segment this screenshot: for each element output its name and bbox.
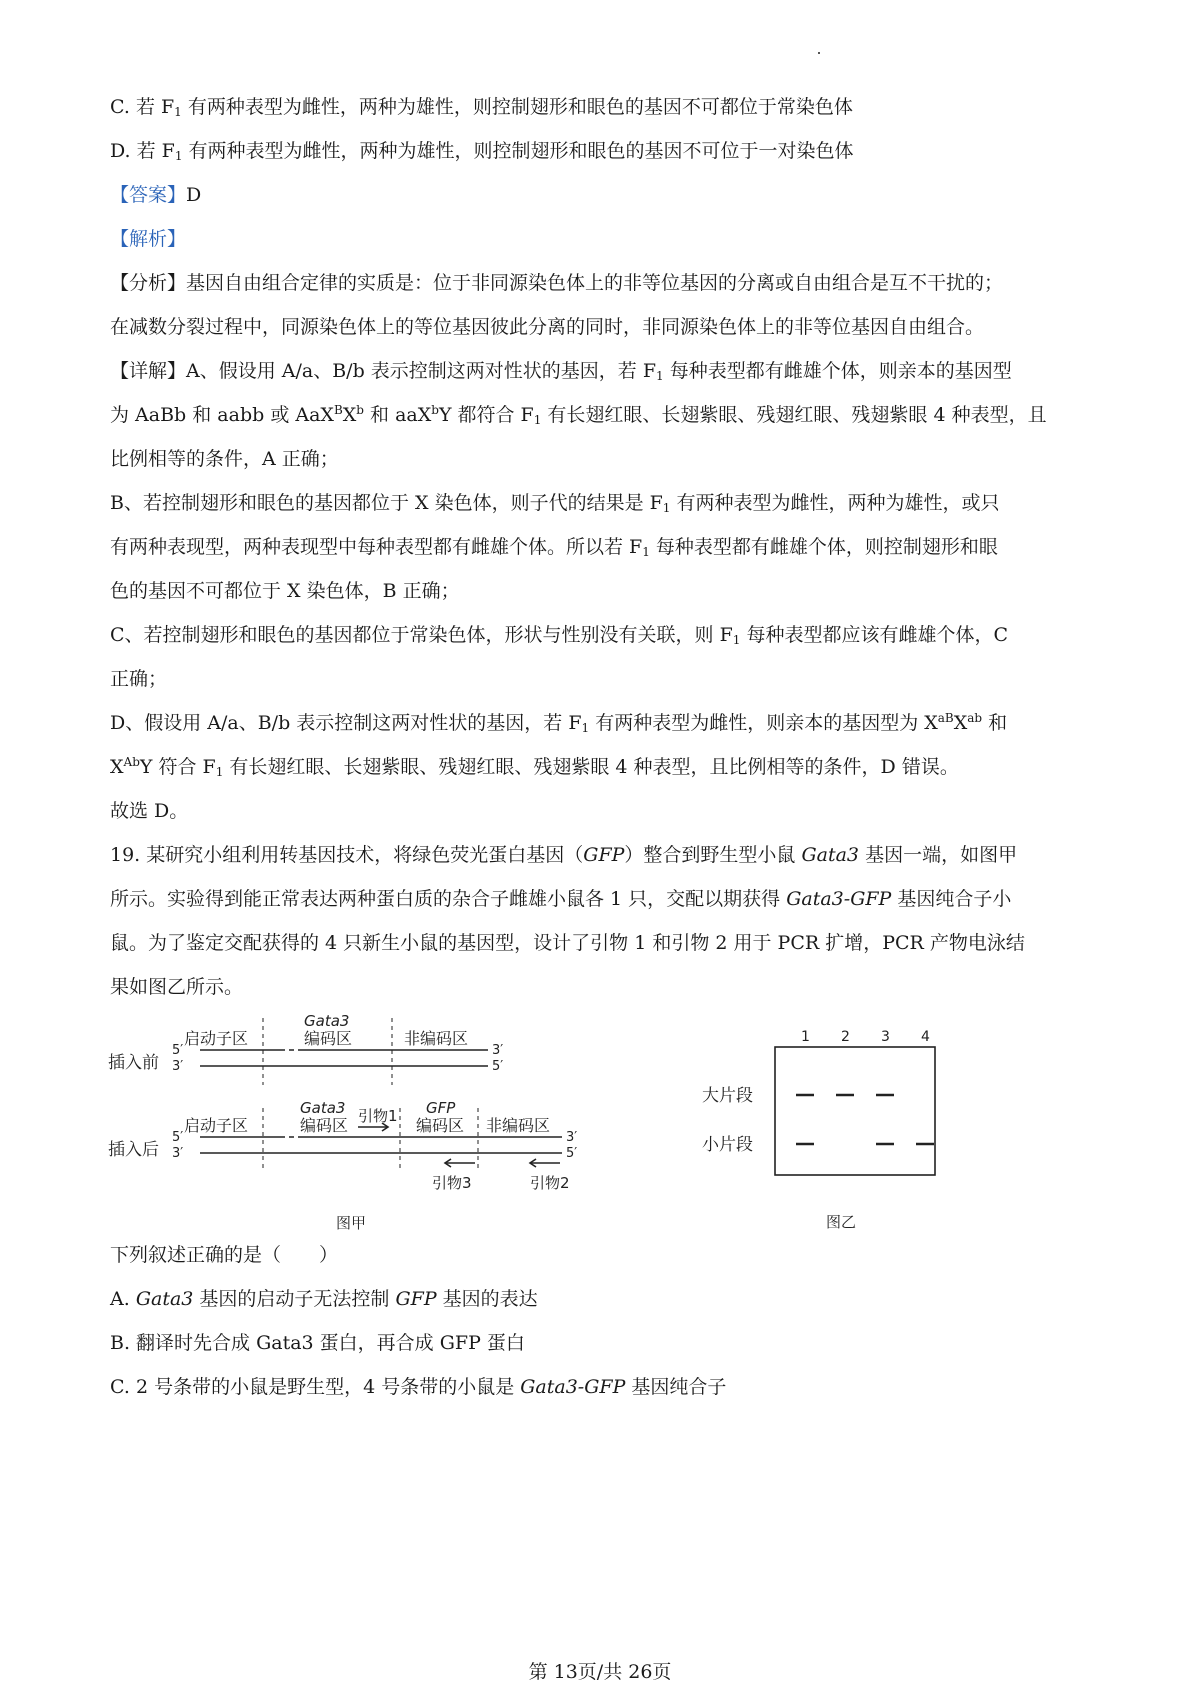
- option-c-top: C. 若 $F_1$ 有两种表型为雌性，两种为雄性，则控制翅形和眼色的基因不可都位于常染色体: [110, 96, 853, 119]
- end-3-r1b: 3′: [492, 1043, 504, 1058]
- detail-b-line-1: B、若控制翅形和眼色的基因都位于 X 染色体，则子代的结果是 $F_1$ 有两种表型为雌性，两种为雄性，或只: [110, 492, 1000, 515]
- primer-2-label: 引物2: [530, 1174, 570, 1192]
- answer: 【答案】D: [110, 184, 202, 206]
- coding-r2: 编码区: [300, 1116, 349, 1135]
- label-after: 插入后: [108, 1140, 159, 1160]
- end-3-r1a: 3′: [172, 1059, 184, 1074]
- fenxi-line-1: 【分析】基因自由组合定律的实质是：位于非同源染色体上的非等位基因的分离或自由组合是互不干扰的；: [110, 272, 1004, 294]
- detail-a-line-3: 比例相等的条件，A 正确；: [110, 448, 339, 470]
- large-fragment-label: 大片段: [702, 1086, 753, 1106]
- noncoding-r1: 非编码区: [404, 1029, 469, 1048]
- conclusion: 故选 D。: [110, 800, 189, 822]
- gata3-r1: Gata3: [304, 1012, 350, 1030]
- option-c: C. 2 号条带的小鼠是野生型，4 号条带的小鼠是 Gata3-GFP 基因纯合子: [110, 1376, 727, 1398]
- noncoding-r2: 非编码区: [486, 1116, 551, 1135]
- figure-jia: [100, 1010, 660, 1235]
- gata3-r2: Gata3: [300, 1099, 346, 1117]
- end-5-r1a: 5′: [172, 1043, 184, 1058]
- q19-line-3: 鼠。为了鉴定交配获得的 4 只新生小鼠的基因型，设计了引物 1 和引物 2 用于 PCR 扩增，PCR 产物电泳结: [110, 932, 1025, 954]
- detail-c-line-1: C、若控制翅形和眼色的基因都位于常染色体，形状与性别没有关联，则 $F_1$ 每种表型都应该有雌雄个体，C: [110, 624, 1008, 647]
- end-5-r1b: 5′: [492, 1059, 504, 1074]
- end-5-r2a: 5′: [172, 1130, 184, 1145]
- primer-3-label: 引物3: [432, 1174, 472, 1192]
- scan-dot: [818, 52, 820, 54]
- primer-1-label: 引物1: [358, 1107, 398, 1125]
- detail-a-line-1: 【详解】A、假设用 A/a、B/b 表示控制这两对性状的基因，若 $F_1$ 每种表型都有雌雄个体，则亲本的基因型: [110, 360, 1012, 383]
- end-5-r2b: 5′: [566, 1146, 578, 1161]
- fenxi-line-2: 在减数分裂过程中，同源染色体上的等位基因彼此分离的同时，非同源染色体上的非等位基因自由组合。: [110, 316, 985, 338]
- analysis-label: 【解析】: [110, 228, 187, 250]
- lane-1: 1: [801, 1029, 810, 1045]
- caption-jia: 图甲: [336, 1214, 367, 1232]
- option-a: A. Gata3 基因的启动子无法控制 GFP 基因的表达: [110, 1288, 538, 1310]
- gfp-coding: 编码区: [416, 1116, 465, 1135]
- caption-yi: 图乙: [826, 1213, 857, 1231]
- small-fragment-label: 小片段: [702, 1135, 753, 1155]
- end-3-r2b: 3′: [566, 1130, 578, 1145]
- q19-line-2: 所示。实验得到能正常表达两种蛋白质的杂合子雌雄小鼠各 1 只，交配以期获得 Gata3-GFP 基因纯合子小: [110, 888, 1012, 910]
- lane-4: 4: [921, 1029, 930, 1045]
- lane-2: 2: [841, 1029, 850, 1045]
- promoter-r2: 启动子区: [184, 1116, 249, 1135]
- q19-line-4: 果如图乙所示。: [110, 976, 244, 998]
- end-3-r2a: 3′: [172, 1146, 184, 1161]
- detail-a-line-2: 为 AaBb 和 aabb 或 $AaX^BX^b$ 和 aaX$^b$Y 都符合 $F_1$ 有长翅红眼、长翅紫眼、残翅红眼、残翅紫眼 4 种表型，且: [110, 403, 1047, 427]
- detail-d-line-1: D、假设用 A/a、B/b 表示控制这两对性状的基因，若 $F_1$ 有两种表型为雌性，则亲本的基因型为 $X^{aB}X^{ab}$ 和: [110, 711, 1008, 735]
- q19-line-1: 19. 某研究小组利用转基因技术，将绿色荧光蛋白基因（GFP）整合到野生型小鼠 Gata3 基因一端，如图甲: [110, 844, 1018, 866]
- promoter-r1: 启动子区: [184, 1029, 249, 1048]
- question-stem: 下列叙述正确的是（ ）: [110, 1244, 339, 1266]
- detail-b-line-2: 有两种表现型，两种表现型中每种表型都有雌雄个体。所以若 $F_1$ 每种表型都有雌雄个体，则控制翅形和眼: [110, 536, 998, 559]
- gfp-label: GFP: [426, 1099, 456, 1117]
- page-footer: 第 13页/共 26页: [528, 1661, 672, 1683]
- lane-3: 3: [881, 1029, 890, 1045]
- coding-r1: 编码区: [304, 1029, 353, 1048]
- label-before: 插入前: [108, 1053, 159, 1073]
- detail-c-line-2: 正确；: [110, 668, 168, 690]
- option-b: B. 翻译时先合成 Gata3 蛋白，再合成 GFP 蛋白: [110, 1332, 525, 1354]
- option-d-top: D. 若 $F_1$ 有两种表型为雌性，两种为雄性，则控制翅形和眼色的基因不可位于一对染色体: [110, 140, 854, 163]
- detail-d-line-2: $X^{Ab}Y$ 符合 $F_1$ 有长翅红眼、长翅紫眼、残翅红眼、残翅紫眼 4 种表型，且比例相等的条件，D 错误。: [110, 755, 959, 779]
- figure-yi: [700, 1025, 960, 1235]
- detail-b-line-3: 色的基因不可都位于 X 染色体，B 正确；: [110, 580, 460, 602]
